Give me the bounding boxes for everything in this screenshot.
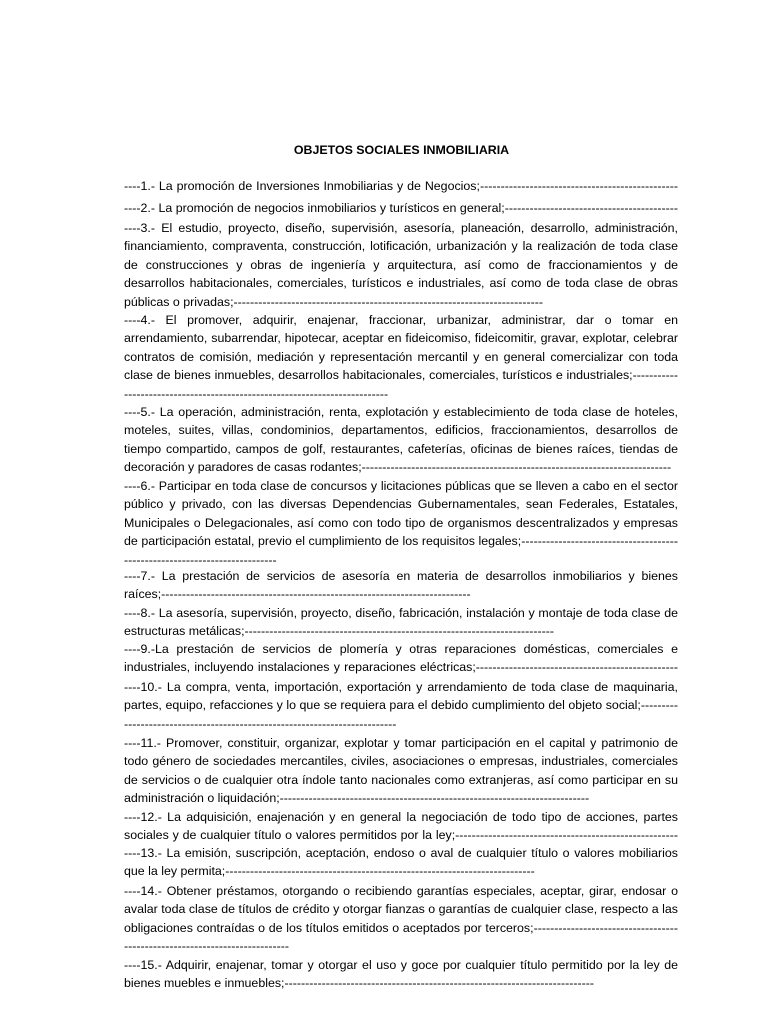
paragraph-13: ----13.- La emisión, suscripción, aceptación, endoso o aval de cualquier título o valores mobiliarios que la ley permita;--------------------------------------------------------------------------- [124,846,678,879]
paragraph-7: ----7.- La prestación de servicios de asesoría en materia de desarrollos inmobiliarios y bienes raíces;--------------------------------------------------------------------------- [124,569,678,602]
paragraph-10: ----10.- La compra, venta, importación, exportación y arrendamiento de toda clase de maquinaria, partes, equipo, refacciones y lo que se requiera para el debido cumplimiento del objeto social;--------------------------------------------------------------------------- [124,680,678,731]
paragraph-5: ----5.- La operación, administración, renta, explotación y establecimiento de toda clase de hoteles, moteles, suites, villas, condominios, departamentos, edificios, fraccionamientos, desarrollos de tiempo compartido, campos de golf, restaurantes, cafeterías, oficinas de bienes raíces, tiendas de decoración y paradores de casas rodantes;--------------------------------------------------------------------------- [124,405,678,475]
document-title: OBJETOS SOCIALES INMOBILIARIA [293,143,510,157]
paragraph-12: ----12.- La adquisición, enajenación y en general la negociación de todo tipo de acciones, partes sociales y de cualquier título o valores permitidos por la ley;------------------------------------------------------ [124,810,678,843]
paragraph-6: ----6.- Participar en toda clase de concursos y licitaciones públicas que se lleven a cabo en el sector público y privado, con las diversas Dependencias Gubernamentales, sean Federales, Estatales, Municipales o Delegacionales, así como con todo tipo de organismos descentralizados y empresas de participación estatal, previo el cumplimiento de los requisitos legales;--------------------------------------------------------------------------- [124,479,678,567]
paragraph-15: ----15.- Adquirir, enajenar, tomar y otorgar el uso y goce por cualquier título permitido por la ley de bienes muebles e inmuebles;--------------------------------------------------------------------------- [124,958,678,991]
paragraph-3: ----3.- El estudio, proyecto, diseño, supervisión, asesoría, planeación, desarrollo, administración, financiamiento, compraventa, construcción, lotificación, urbanización y la realización de toda clase de construcciones y obras de ingeniería y arquitectura, así como de fraccionamientos y de desarrollos habitacionales, comerciales, turísticos e industriales, así como de toda clase de obras públicas o privadas;--------------------------------------------------------------------------- [124,221,678,309]
paragraph-8: ----8.- La asesoría, supervisión, proyecto, diseño, fabricación, instalación y montaje de toda clase de estructuras metálicas;--------------------------------------------------------------------------- [124,606,678,639]
paragraph-9: ----9.-La prestación de servicios de plomería y otras reparaciones domésticas, comerciales e industriales, incluyendo instalaciones y reparaciones eléctricas;------------------------------------------------- [124,642,678,675]
paragraph-14: ----14.- Obtener préstamos, otorgando o recibiendo garantías especiales, aceptar, girar, endosar o avalar toda clase de títulos de crédito y otorgar fianzas o garantías de cualquier clase, respecto a las obligaciones contraídas o de los títulos emitidos o aceptados por terceros;--------------------------------------------------------------------------- [124,884,678,954]
paragraph-1: ----1.- La promoción de Inversiones Inmobiliarias y de Negocios;------------------------------------------------ [124,179,678,193]
paragraph-2: ----2.- La promoción de negocios inmobiliarios y turísticos en general;------------------------------------------ [124,201,678,215]
paragraph-4: ----4.- El promover, adquirir, enajenar, fraccionar, urbanizar, administrar, dar o tomar en arrendamiento, subarrendar, hipotecar, aceptar en fideicomiso, fideicomitir, gravar, explotar, celebrar contratos de comisión, mediación y representación mercantil y en general comercializar con toda clase de bienes inmuebles, desarrollos habitacionales, comerciales, turísticos e industriales;--------------------------------------------------------------------------- [124,313,678,401]
paragraph-11: ----11.- Promover, constituir, organizar, explotar y tomar participación en el capital y patrimonio de todo género de sociedades mercantiles, civiles, asociaciones o empresas, industriales, comerciales de servicios o de cualquier otra índole tanto nacionales como extranjeras, así como participar en su administración o liquidación;--------------------------------------------------------------------------- [124,736,678,806]
